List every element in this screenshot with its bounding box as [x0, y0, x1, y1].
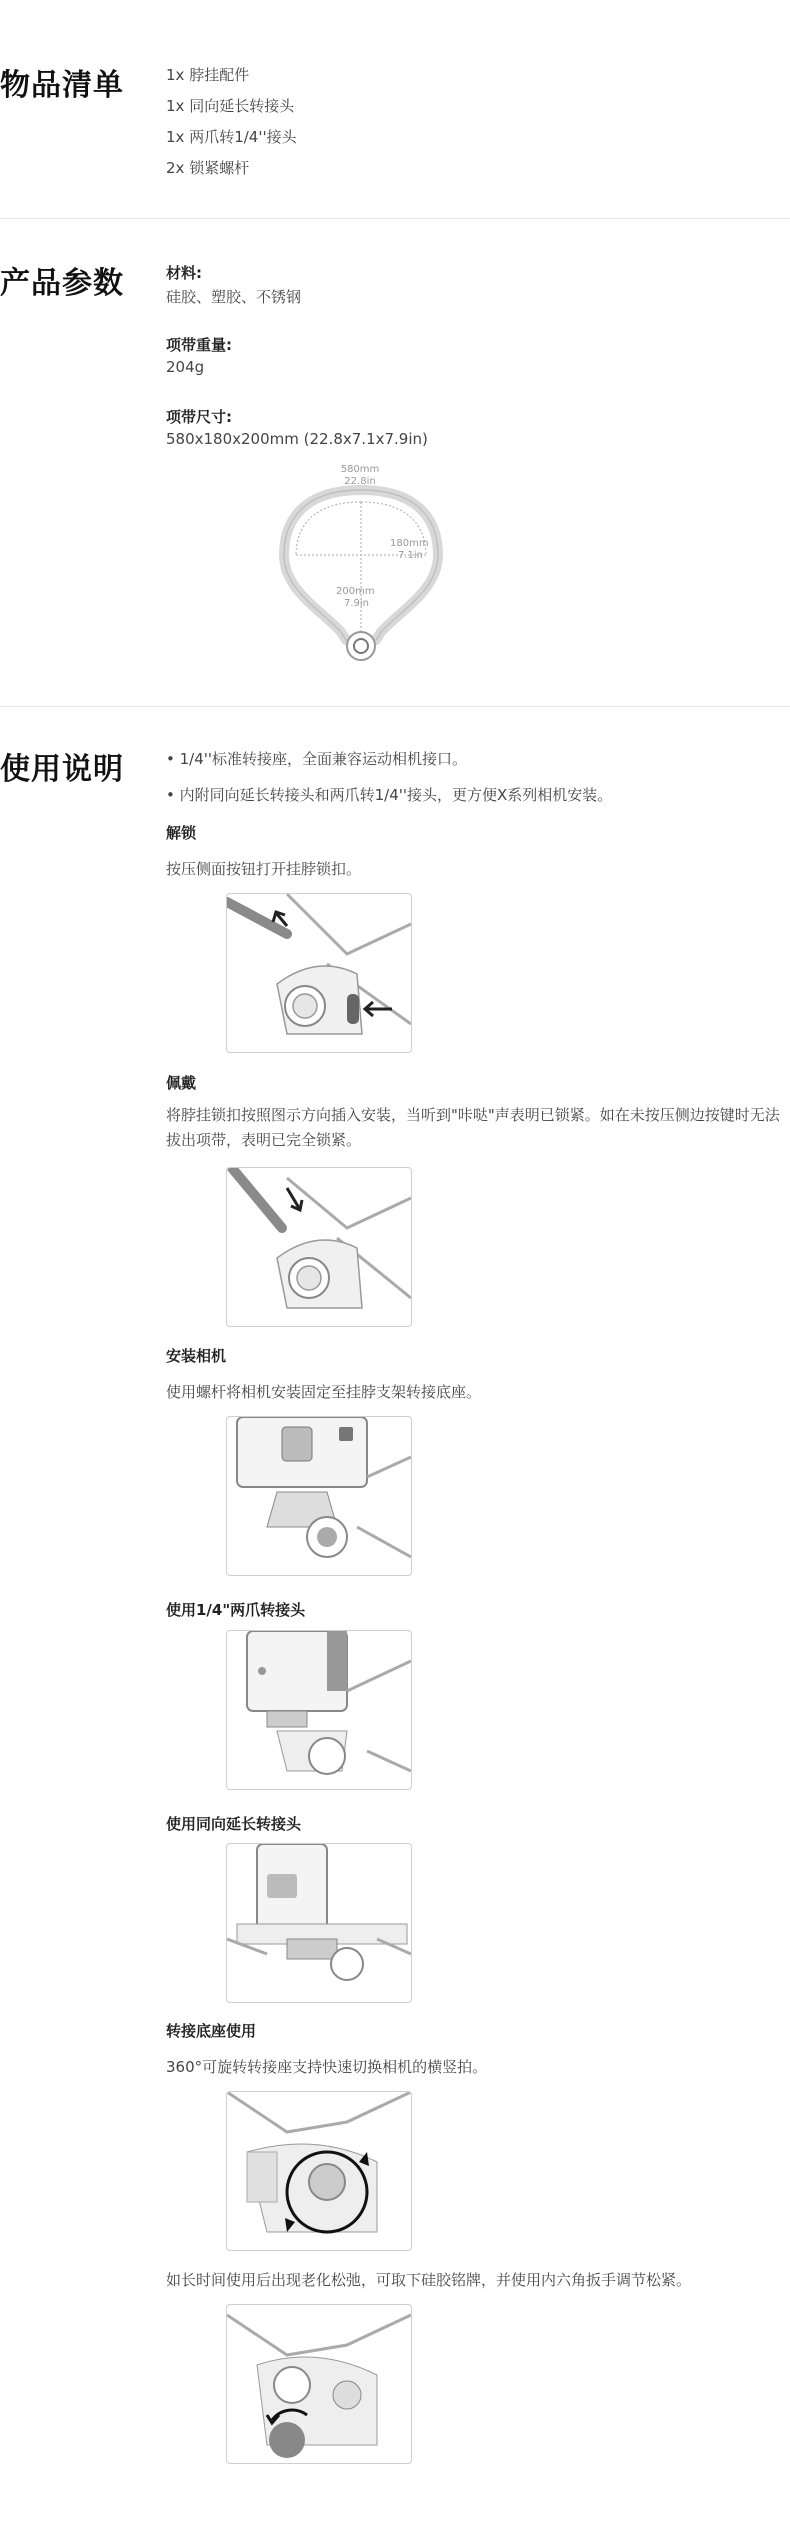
unlock-title: 解锁 — [166, 824, 197, 842]
material-label: 材料: — [166, 264, 202, 282]
weight-value: 204g — [166, 358, 205, 376]
rotate-illustration — [226, 2091, 412, 2251]
unlock-illustration — [226, 893, 412, 1053]
usage-section-title: 使用说明 — [0, 752, 124, 787]
section-divider-2 — [0, 706, 790, 707]
item-extension-adapter: 1x 同向延长转接头 — [166, 97, 295, 115]
items-section-title: 物品清单 — [0, 68, 124, 103]
loosen-illustration — [226, 2304, 412, 2464]
material-value: 硅胶、塑胶、不锈钢 — [166, 288, 302, 306]
wear-text: 将脖挂锁扣按照图示方向插入安装，当听到"咔哒"声表明已锁紧。如在未按压侧边按键时无法拔出项带，表明已完全锁紧。 — [166, 1106, 780, 1149]
size-label: 项带尺寸: — [166, 408, 232, 426]
neckband-dimension-diagram — [276, 460, 446, 665]
unlock-text: 按压侧面按钮打开挂脖锁扣。 — [166, 860, 362, 878]
item-neck-mount: 1x 脖挂配件 — [166, 66, 250, 84]
dim-bottom-in: 7.9in — [344, 598, 370, 609]
mount-camera-illustration — [226, 1416, 412, 1576]
dim-right-in: 7.1in — [398, 550, 424, 561]
mount-title: 安装相机 — [166, 1347, 227, 1365]
usage-bullet-1: • 1/4''标准转接座，全面兼容运动相机接口。 — [166, 750, 468, 768]
size-value: 580x180x200mm (22.8x7.1x7.9in) — [166, 430, 428, 448]
mount-text: 使用螺杆将相机安装固定至挂脖支架转接底座。 — [166, 1383, 482, 1401]
two-claw-illustration — [226, 1630, 412, 1790]
item-locking-screws: 2x 锁紧螺杆 — [166, 159, 250, 177]
loosen-text: 如长时间使用后出现老化松弛，可取下硅胶铭牌，并使用内六角扳手调节松紧。 — [166, 2271, 692, 2289]
item-two-claw-adapter: 1x 两爪转1/4''接头 — [166, 128, 297, 146]
params-section-title: 产品参数 — [0, 266, 124, 301]
dim-top-mm: 580mm — [340, 464, 380, 475]
rotate-title: 转接底座使用 — [166, 2022, 257, 2040]
rotate-text: 360°可旋转转接座支持快速切换相机的横竖拍。 — [166, 2058, 488, 2076]
section-divider-1 — [0, 218, 790, 219]
wear-title: 佩戴 — [166, 1074, 197, 1092]
dim-top-in: 22.8in — [344, 476, 376, 487]
usage-bullet-2: • 内附同向延长转接头和两爪转1/4''接头，更方便X系列相机安装。 — [166, 786, 613, 804]
wear-illustration — [226, 1167, 412, 1327]
dim-right-mm: 180mm — [390, 538, 429, 549]
weight-label: 项带重量: — [166, 336, 232, 354]
extend-illustration — [226, 1843, 412, 2003]
dim-bottom-mm: 200mm — [336, 586, 375, 597]
two-claw-title: 使用1/4"两爪转接头 — [166, 1601, 306, 1619]
extend-title: 使用同向延长转接头 — [166, 1815, 302, 1833]
